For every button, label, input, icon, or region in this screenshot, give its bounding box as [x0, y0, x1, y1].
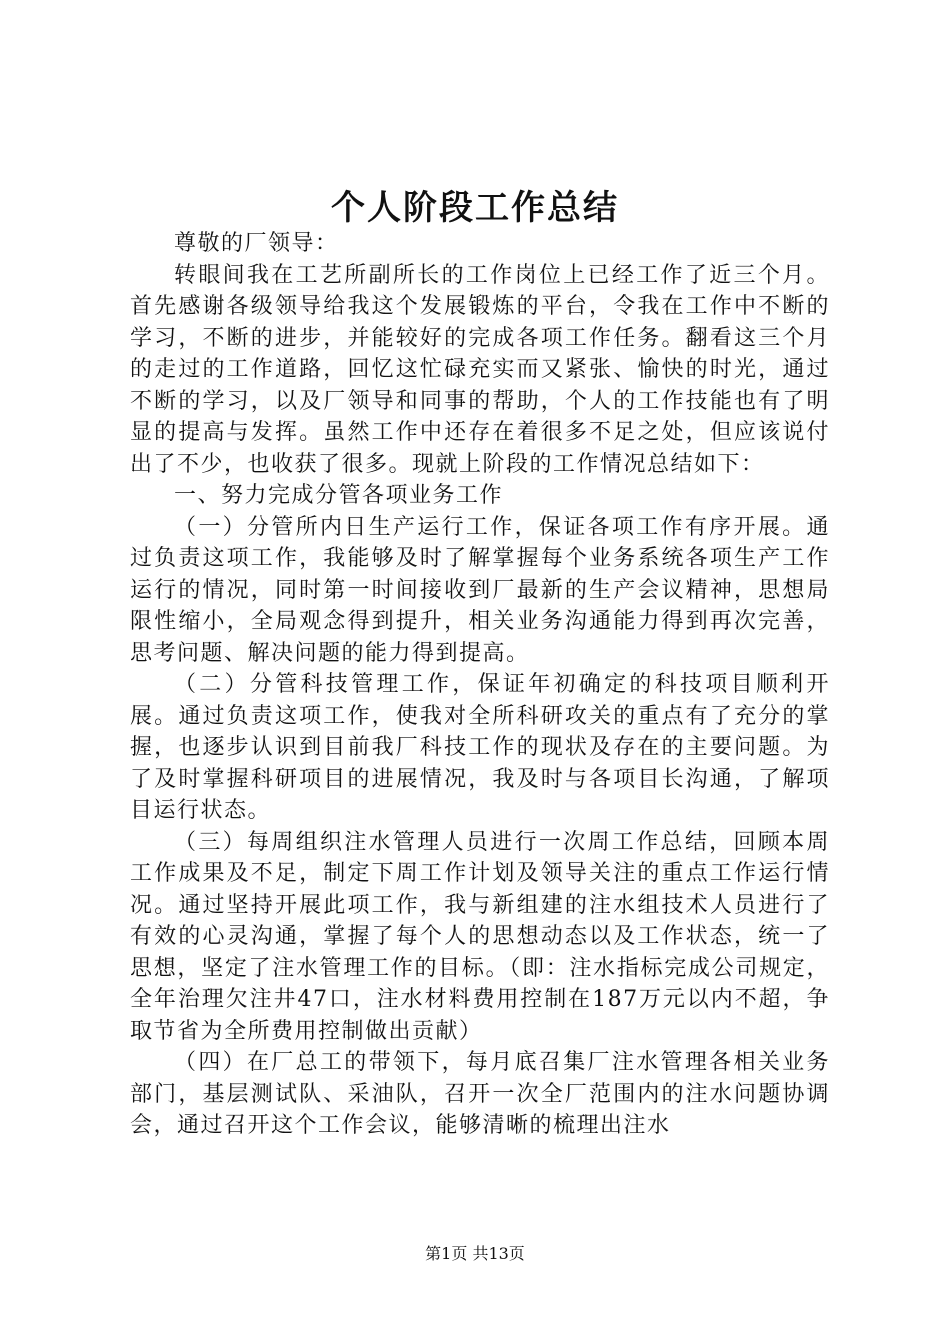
page-number-footer: 第1页 共13页 — [425, 1244, 525, 1263]
salutation: 尊敬的厂领导： — [174, 231, 339, 256]
section-heading-1: 一、努力完成分管各项业务工作 — [174, 483, 504, 508]
paragraph-intro: 转眼间我在工艺所副所长的工作岗位上已经工作了近三个月。首先感谢各级领导给我这个发展锻炼的平台，令我在工作中不断的学习，不断的进步，并能较好的完成各项工作任务。翻看这三个月的走过的工作道路，回忆这忙碌充实而又紧张、愉快的时光，通过不断的学习，以及厂领导和同事的帮助，个人的工作技能也有了明显的提高与发挥。虽然工作中还存在着很多不足之处，但应该说付出了不少，也收获了很多。现就上阶段的工作情况总结如下： — [130, 262, 830, 477]
paragraph-item-3: （三）每周组织注水管理人员进行一次周工作总结，回顾本周工作成果及不足，制定下周工作计划及领导关注的重点工作运行情况。通过坚持开展此项工作，我与新组建的注水组技术人员进行了有效的心灵沟通，掌握了每个人的思想动态以及工作状态，统一了思想，坚定了注水管理工作的目标。（即：注水指标完成公司规定，全年治理欠注井47口，注水材料费用控制在187万元以内不超，争取节省为全所费用控制做出贡献） — [130, 829, 830, 1044]
paragraph-item-2: （二）分管科技管理工作，保证年初确定的科技项目顺利开展。通过负责这项工作，使我对全所科研攻关的重点有了充分的掌握，也逐步认识到目前我厂科技工作的现状及存在的主要问题。为了及时掌握科研项目的进展情况，我及时与各项目长沟通，了解项目运行状态。 — [130, 672, 830, 823]
document-body — [130, 228, 830, 1142]
document-title: 个人阶段工作总结 — [331, 188, 619, 228]
paragraph-item-4: （四）在厂总工的带领下，每月底召集厂注水管理各相关业务部门，基层测试队、采油队，召开一次全厂范围内的注水问题协调会，通过召开这个工作会议，能够清晰的梳理出注水 — [130, 1050, 830, 1138]
paragraph-item-1: （一）分管所内日生产运行工作，保证各项工作有序开展。通过负责这项工作，我能够及时了解掌握每个业务系统各项生产工作运行的情况，同时第一时间接收到厂最新的生产会议精神，思想局限性缩小，全局观念得到提升，相关业务沟通能力得到再次完善，思考问题、解决问题的能力得到提高。 — [130, 514, 830, 666]
